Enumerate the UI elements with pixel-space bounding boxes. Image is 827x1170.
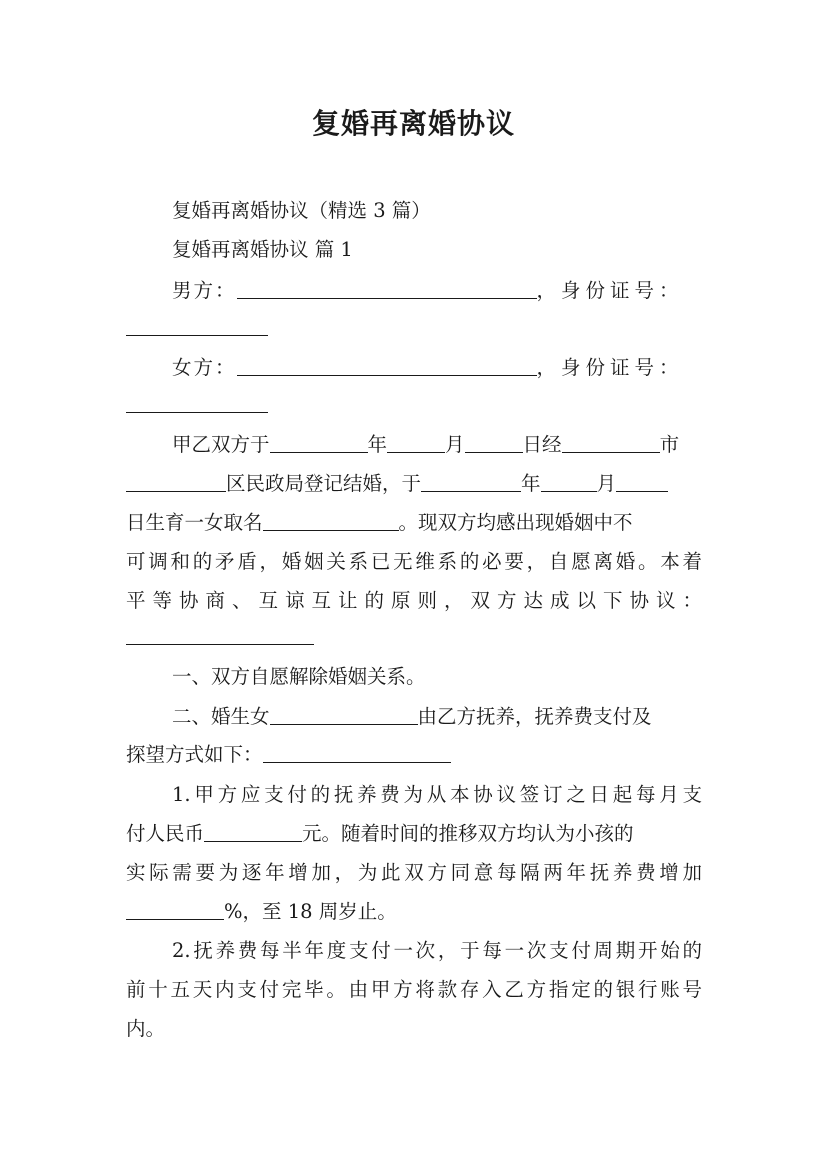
- increase-percent-blank[interactable]: [126, 899, 224, 920]
- item-2-line3: 内。: [126, 1017, 166, 1040]
- para1-text: 区民政局登记结婚，于: [226, 472, 422, 495]
- woman-label: 女方：: [172, 356, 237, 379]
- item-1-line3: 实际需要为逐年增加，为此双方同意每隔两年抚养费增加: [126, 861, 702, 884]
- section-heading: 复婚再离婚协议 篇 1: [172, 238, 353, 261]
- clause-2-text: 二、婚生女: [172, 705, 270, 728]
- clause-2-text: 由乙方抚养，抚养费支付及: [417, 705, 652, 728]
- woman-id-line: [126, 390, 702, 420]
- para1-line6: [126, 622, 702, 652]
- para1-text: 日经: [522, 433, 562, 456]
- woman-line: [172, 353, 702, 383]
- para1-line1: [172, 430, 702, 460]
- para1-text: 年: [367, 433, 388, 456]
- item-1-line1: 1.甲方应支付的抚养费为从本协议签订之日起每月支: [172, 783, 702, 806]
- clause-2-line1: [172, 702, 702, 732]
- clause-1: 一、双方自愿解除婚姻关系。: [172, 665, 426, 688]
- item-1-line4: [126, 897, 702, 927]
- daughter-blank[interactable]: [270, 704, 418, 725]
- item-2-line1: 2.抚养费每半年度支付一次，于每一次支付周期开始的: [172, 939, 702, 962]
- document-subtitle: 复婚再离婚协议（精选 3 篇）: [172, 199, 431, 222]
- city-blank[interactable]: [562, 432, 660, 453]
- marriage-month-blank[interactable]: [387, 432, 445, 453]
- agreement-blank[interactable]: [126, 624, 314, 645]
- birth-day-blank[interactable]: [616, 471, 668, 492]
- para1-text: 甲乙双方于: [172, 433, 270, 456]
- para1-text: 日生育一女取名: [126, 511, 263, 534]
- document-title: 复婚再离婚协议: [311, 107, 515, 140]
- man-id-line: [126, 313, 702, 343]
- para1-line5: 平等协商、互谅互让的原则，双方达成以下协议：: [126, 589, 702, 612]
- para1-text: 月: [596, 472, 617, 495]
- man-line: [172, 276, 702, 306]
- birth-month-blank[interactable]: [541, 471, 597, 492]
- woman-id-blank[interactable]: [126, 392, 268, 413]
- item-1-text: 元。随着时间的推移双方均认为小孩的: [302, 822, 634, 845]
- man-id-blank[interactable]: [126, 315, 268, 336]
- district-blank[interactable]: [126, 471, 226, 492]
- daughter-name-blank[interactable]: [263, 510, 399, 531]
- para1-text: 月: [445, 433, 465, 456]
- item-1-line2: [126, 819, 702, 849]
- man-label: 男方：: [172, 279, 237, 302]
- para1-line2: [126, 469, 702, 499]
- marriage-day-blank[interactable]: [465, 432, 523, 453]
- item-1-text: 付人民币: [126, 822, 205, 845]
- marriage-year-blank[interactable]: [270, 432, 368, 453]
- birth-year-blank[interactable]: [421, 471, 521, 492]
- para1-text: 市: [659, 433, 680, 456]
- visitation-blank[interactable]: [263, 742, 451, 763]
- woman-name-blank[interactable]: [237, 355, 537, 376]
- item-1-text: %，至 18 周岁止。: [224, 900, 397, 923]
- clause-2-text: 探望方式如下：: [126, 743, 263, 766]
- para1-text: 。现双方均感出现婚姻中不: [398, 511, 633, 534]
- man-id-label: ，身份证号：: [536, 279, 684, 302]
- para1-line3: [126, 508, 702, 538]
- item-2-line2: 前十五天内支付完毕。由甲方将款存入乙方指定的银行账号: [126, 978, 702, 1001]
- para1-text: 年: [521, 472, 541, 495]
- clause-2-line2: [126, 740, 702, 770]
- woman-id-label: ，身份证号：: [536, 356, 684, 379]
- para1-line4: 可调和的矛盾，婚姻关系已无维系的必要，自愿离婚。本着: [126, 550, 702, 573]
- man-name-blank[interactable]: [237, 278, 537, 299]
- support-amount-blank[interactable]: [204, 821, 302, 842]
